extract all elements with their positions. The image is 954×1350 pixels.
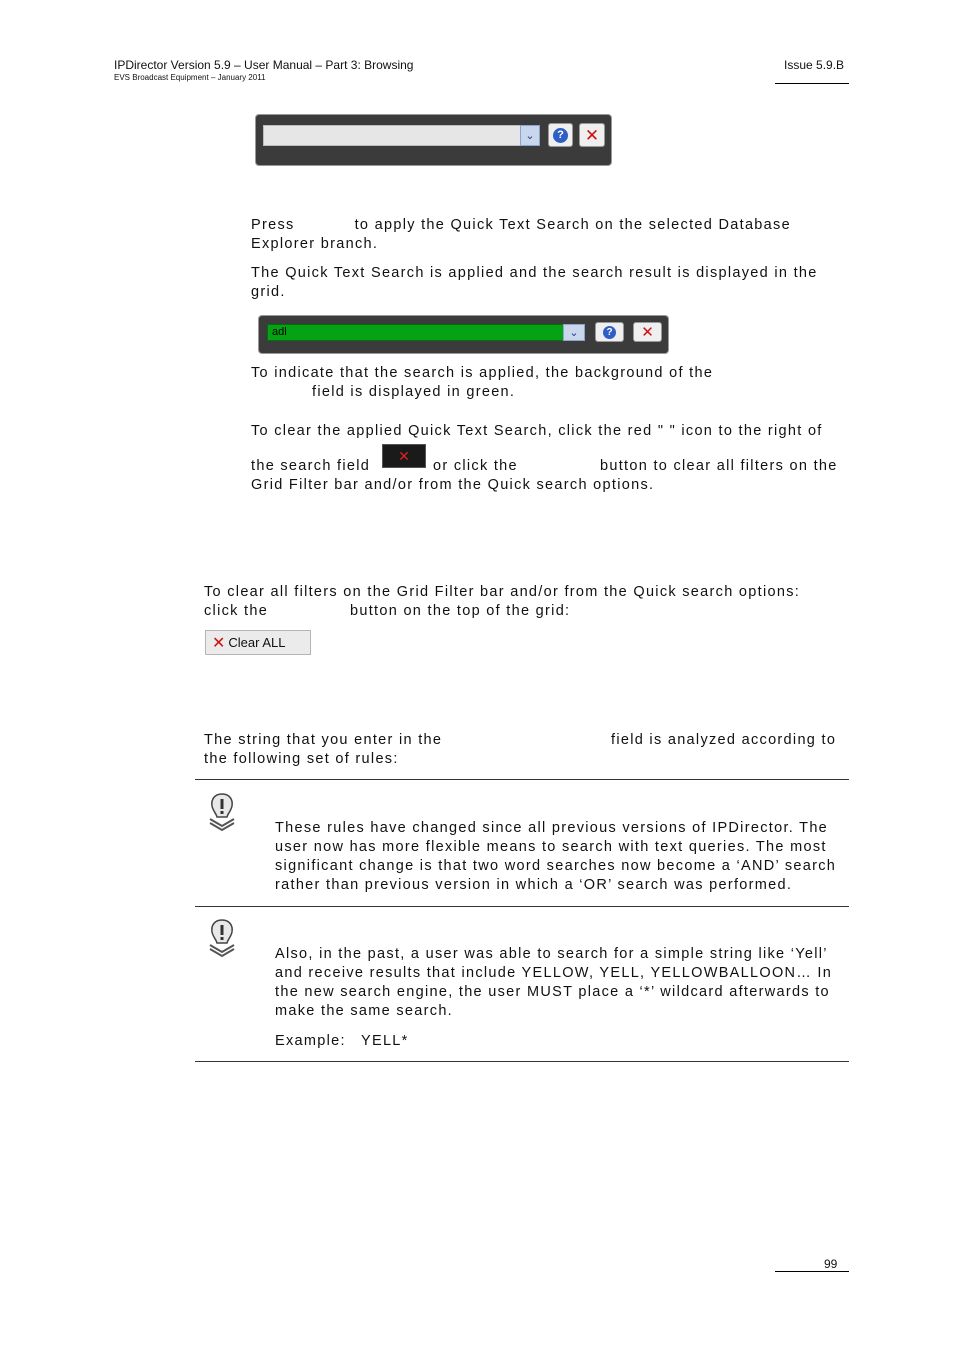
header-subtitle: EVS Broadcast Equipment – January 2011 xyxy=(114,73,266,82)
note-rule-bottom xyxy=(195,1061,849,1062)
para6-line1b: field is analyzed according to xyxy=(611,732,837,748)
quick-search-value-applied: adl xyxy=(272,326,287,338)
header-rule xyxy=(775,83,849,84)
help-icon: ? xyxy=(603,326,616,339)
note-rule-top xyxy=(195,779,849,780)
note-icon xyxy=(206,792,238,832)
para2-line2: grid. xyxy=(251,284,286,300)
close-icon: ✕ xyxy=(584,125,600,145)
para4-line2c: button to clear all filters on the xyxy=(600,458,838,474)
close-icon: ✕ xyxy=(212,634,226,652)
clear-search-inline xyxy=(382,444,426,468)
para4-line3: Grid Filter bar and/or from the Quick search options. xyxy=(251,477,655,493)
note2-line2: and receive results that include YELLOW, YELL, YELLOWBALLOON… In xyxy=(275,965,833,981)
note2-example-label: Example: xyxy=(275,1033,346,1049)
note2-text xyxy=(275,945,839,1021)
para1-press: Press xyxy=(251,217,295,233)
clear-all-button[interactable] xyxy=(205,630,311,655)
para4-line2a: the search field xyxy=(251,458,371,474)
header-issue: Issue 5.9.B xyxy=(784,58,845,72)
clear-search-button[interactable] xyxy=(633,322,662,342)
note2-line3: the new search engine, the user MUST place a ‘*’ wildcard afterwards to xyxy=(275,984,830,1000)
para1-rest: to apply the Quick Text Search on the selected Database xyxy=(354,217,791,233)
close-icon: ✕ xyxy=(641,323,654,341)
note1-line2: user now has more flexible means to search with text queries. The most xyxy=(275,839,827,855)
para5-line2a: click the xyxy=(204,603,269,619)
para5-line2b: button on the top of the grid: xyxy=(350,603,571,619)
chevron-down-icon[interactable]: ⌄ xyxy=(520,125,540,146)
note2-line1: Also, in the past, a user was able to search for a simple string like ‘Yell’ xyxy=(275,946,828,962)
para3-line2: field is displayed in green. xyxy=(312,384,516,400)
para2-line1: The Quick Text Search is applied and the search result is displayed in the xyxy=(251,265,818,281)
note1-line3: significant change is that two word searches now become a ‘AND’ search xyxy=(275,858,837,874)
para6-line1a: The string that you enter in the xyxy=(204,732,443,748)
note-icon xyxy=(206,918,238,958)
quick-search-field-applied[interactable] xyxy=(267,324,565,341)
footer-rule xyxy=(775,1271,849,1272)
quick-search-field[interactable] xyxy=(263,125,521,146)
note1-line1: These rules have changed since all previous versions of IPDirector. The xyxy=(275,820,829,836)
clear-search-button[interactable] xyxy=(579,123,605,147)
header-title: IPDirector Version 5.9 – User Manual – Part 3: Browsing xyxy=(114,58,414,72)
para-green-info xyxy=(251,364,839,402)
quick-search-bar-applied xyxy=(258,315,669,354)
para4-line1: To clear the applied Quick Text Search, click the red " " icon to the right of xyxy=(251,423,823,439)
note1-text xyxy=(275,819,839,895)
page-number: 99 xyxy=(824,1257,838,1271)
help-icon: ? xyxy=(553,128,568,143)
help-button[interactable] xyxy=(548,123,573,147)
clear-all-label: Clear ALL xyxy=(228,635,286,650)
note2-line4: make the same search. xyxy=(275,1003,454,1019)
para6-line2: the following set of rules: xyxy=(204,751,399,767)
chevron-down-icon[interactable]: ⌄ xyxy=(563,324,585,341)
note-rule-mid xyxy=(195,906,849,907)
note2-example-value: YELL* xyxy=(361,1033,409,1049)
note1-line4: rather than previous version in which a ‘OR’ search was performed. xyxy=(275,877,793,893)
para1-line2: Explorer branch. xyxy=(251,236,379,252)
quick-search-bar xyxy=(255,114,612,166)
para3-line1: To indicate that the search is applied, the background of the xyxy=(251,365,714,381)
help-button[interactable] xyxy=(595,322,624,342)
para4-line2b: or click the xyxy=(433,458,518,474)
para-applied xyxy=(251,264,839,302)
para-press xyxy=(251,216,839,254)
close-icon: ✕ xyxy=(398,447,410,464)
para5-line1: To clear all filters on the Grid Filter bar and/or from the Quick search options: xyxy=(204,584,801,600)
